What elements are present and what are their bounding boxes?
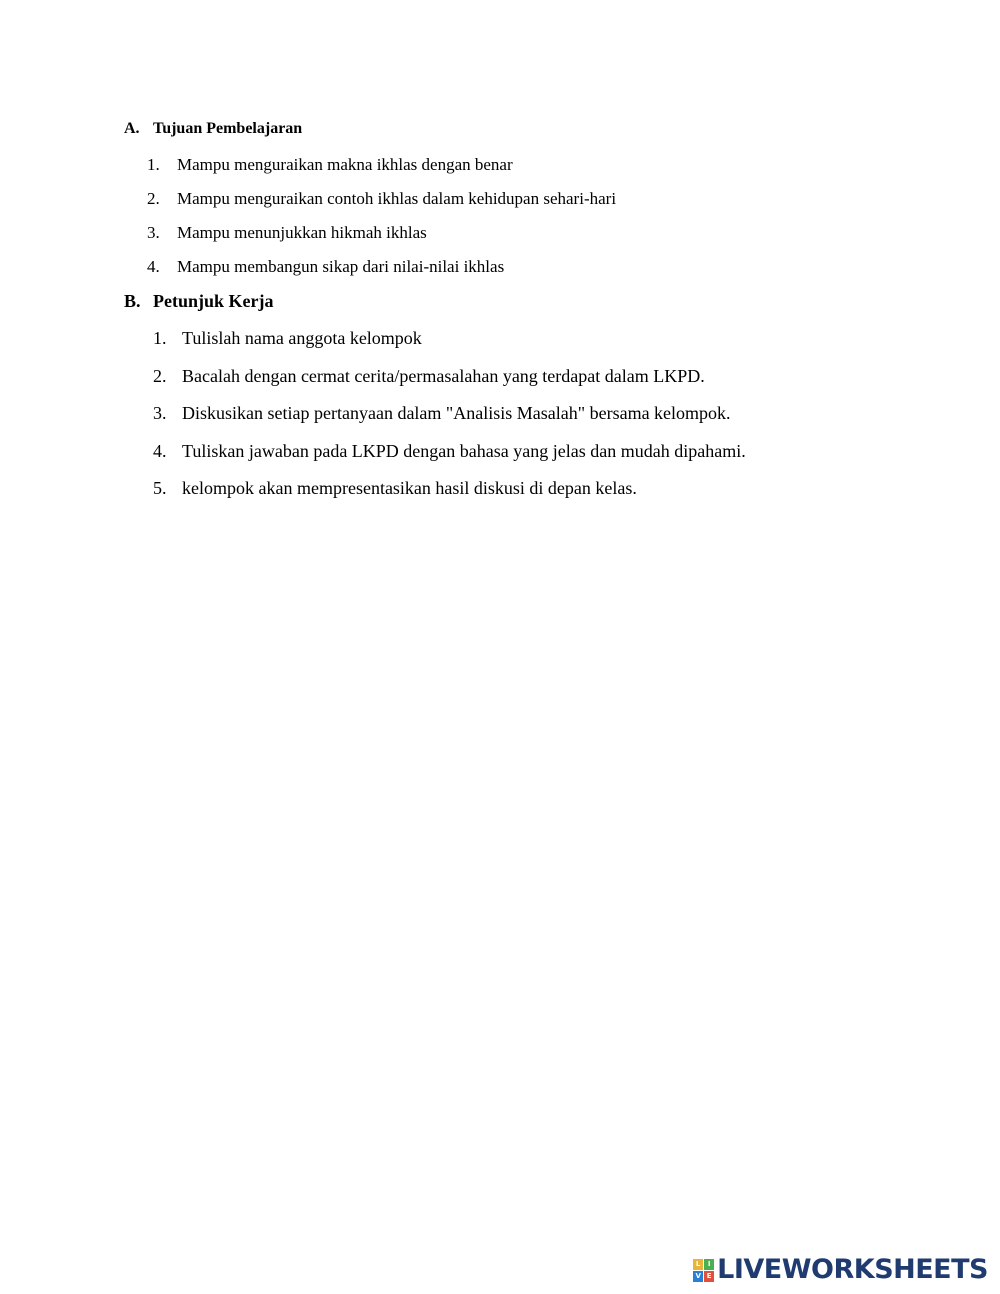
list-item-number: 1. — [153, 328, 167, 348]
list-item-number: 3. — [153, 403, 167, 423]
section-b-title: Petunjuk Kerja — [153, 291, 274, 311]
section-b-heading — [124, 291, 274, 312]
list-item-number: 2. — [147, 189, 160, 208]
list-item-number: 4. — [147, 257, 160, 276]
list-item-text: Diskusikan setiap pertanyaan dalam "Analisis Masalah" bersama kelompok. — [182, 403, 731, 423]
list-item-text: Mampu membangun sikap dari nilai-nilai ikhlas — [177, 257, 505, 276]
section-a-heading — [124, 120, 302, 138]
logo-block-i: I — [704, 1259, 714, 1270]
section-a-title: Tujuan Pembelajaran — [153, 120, 303, 137]
logo-blocks-icon — [693, 1259, 714, 1282]
logo-block-e: E — [704, 1271, 714, 1282]
list-item-text: Mampu menguraikan makna ikhlas dengan benar — [177, 155, 513, 174]
logo-text: LIVEWORKSHEETS — [717, 1254, 988, 1285]
logo-block-v: V — [693, 1271, 703, 1282]
list-item-number: 2. — [153, 366, 167, 386]
list-item-text: kelompok akan mempresentasikan hasil diskusi di depan kelas. — [182, 478, 637, 498]
list-item-number: 3. — [147, 223, 160, 242]
list-item-text: Bacalah dengan cermat cerita/permasalahan yang terdapat dalam LKPD. — [182, 366, 705, 386]
list-item-number: 5. — [153, 478, 167, 498]
list-item-text: Mampu menguraikan contoh ikhlas dalam kehidupan sehari-hari — [177, 189, 617, 208]
liveworksheets-logo — [693, 1254, 988, 1286]
list-item-text: Mampu menunjukkan hikmah ikhlas — [177, 223, 427, 242]
list-item-number: 4. — [153, 441, 167, 461]
section-b-letter: B. — [124, 291, 141, 311]
logo-block-l: L — [693, 1259, 703, 1270]
list-item-text: Tuliskan jawaban pada LKPD dengan bahasa yang jelas dan mudah dipahami. — [182, 441, 746, 461]
list-item-number: 1. — [147, 155, 160, 174]
section-a-letter: A. — [124, 120, 140, 137]
list-item-text: Tulislah nama anggota kelompok — [182, 328, 422, 348]
